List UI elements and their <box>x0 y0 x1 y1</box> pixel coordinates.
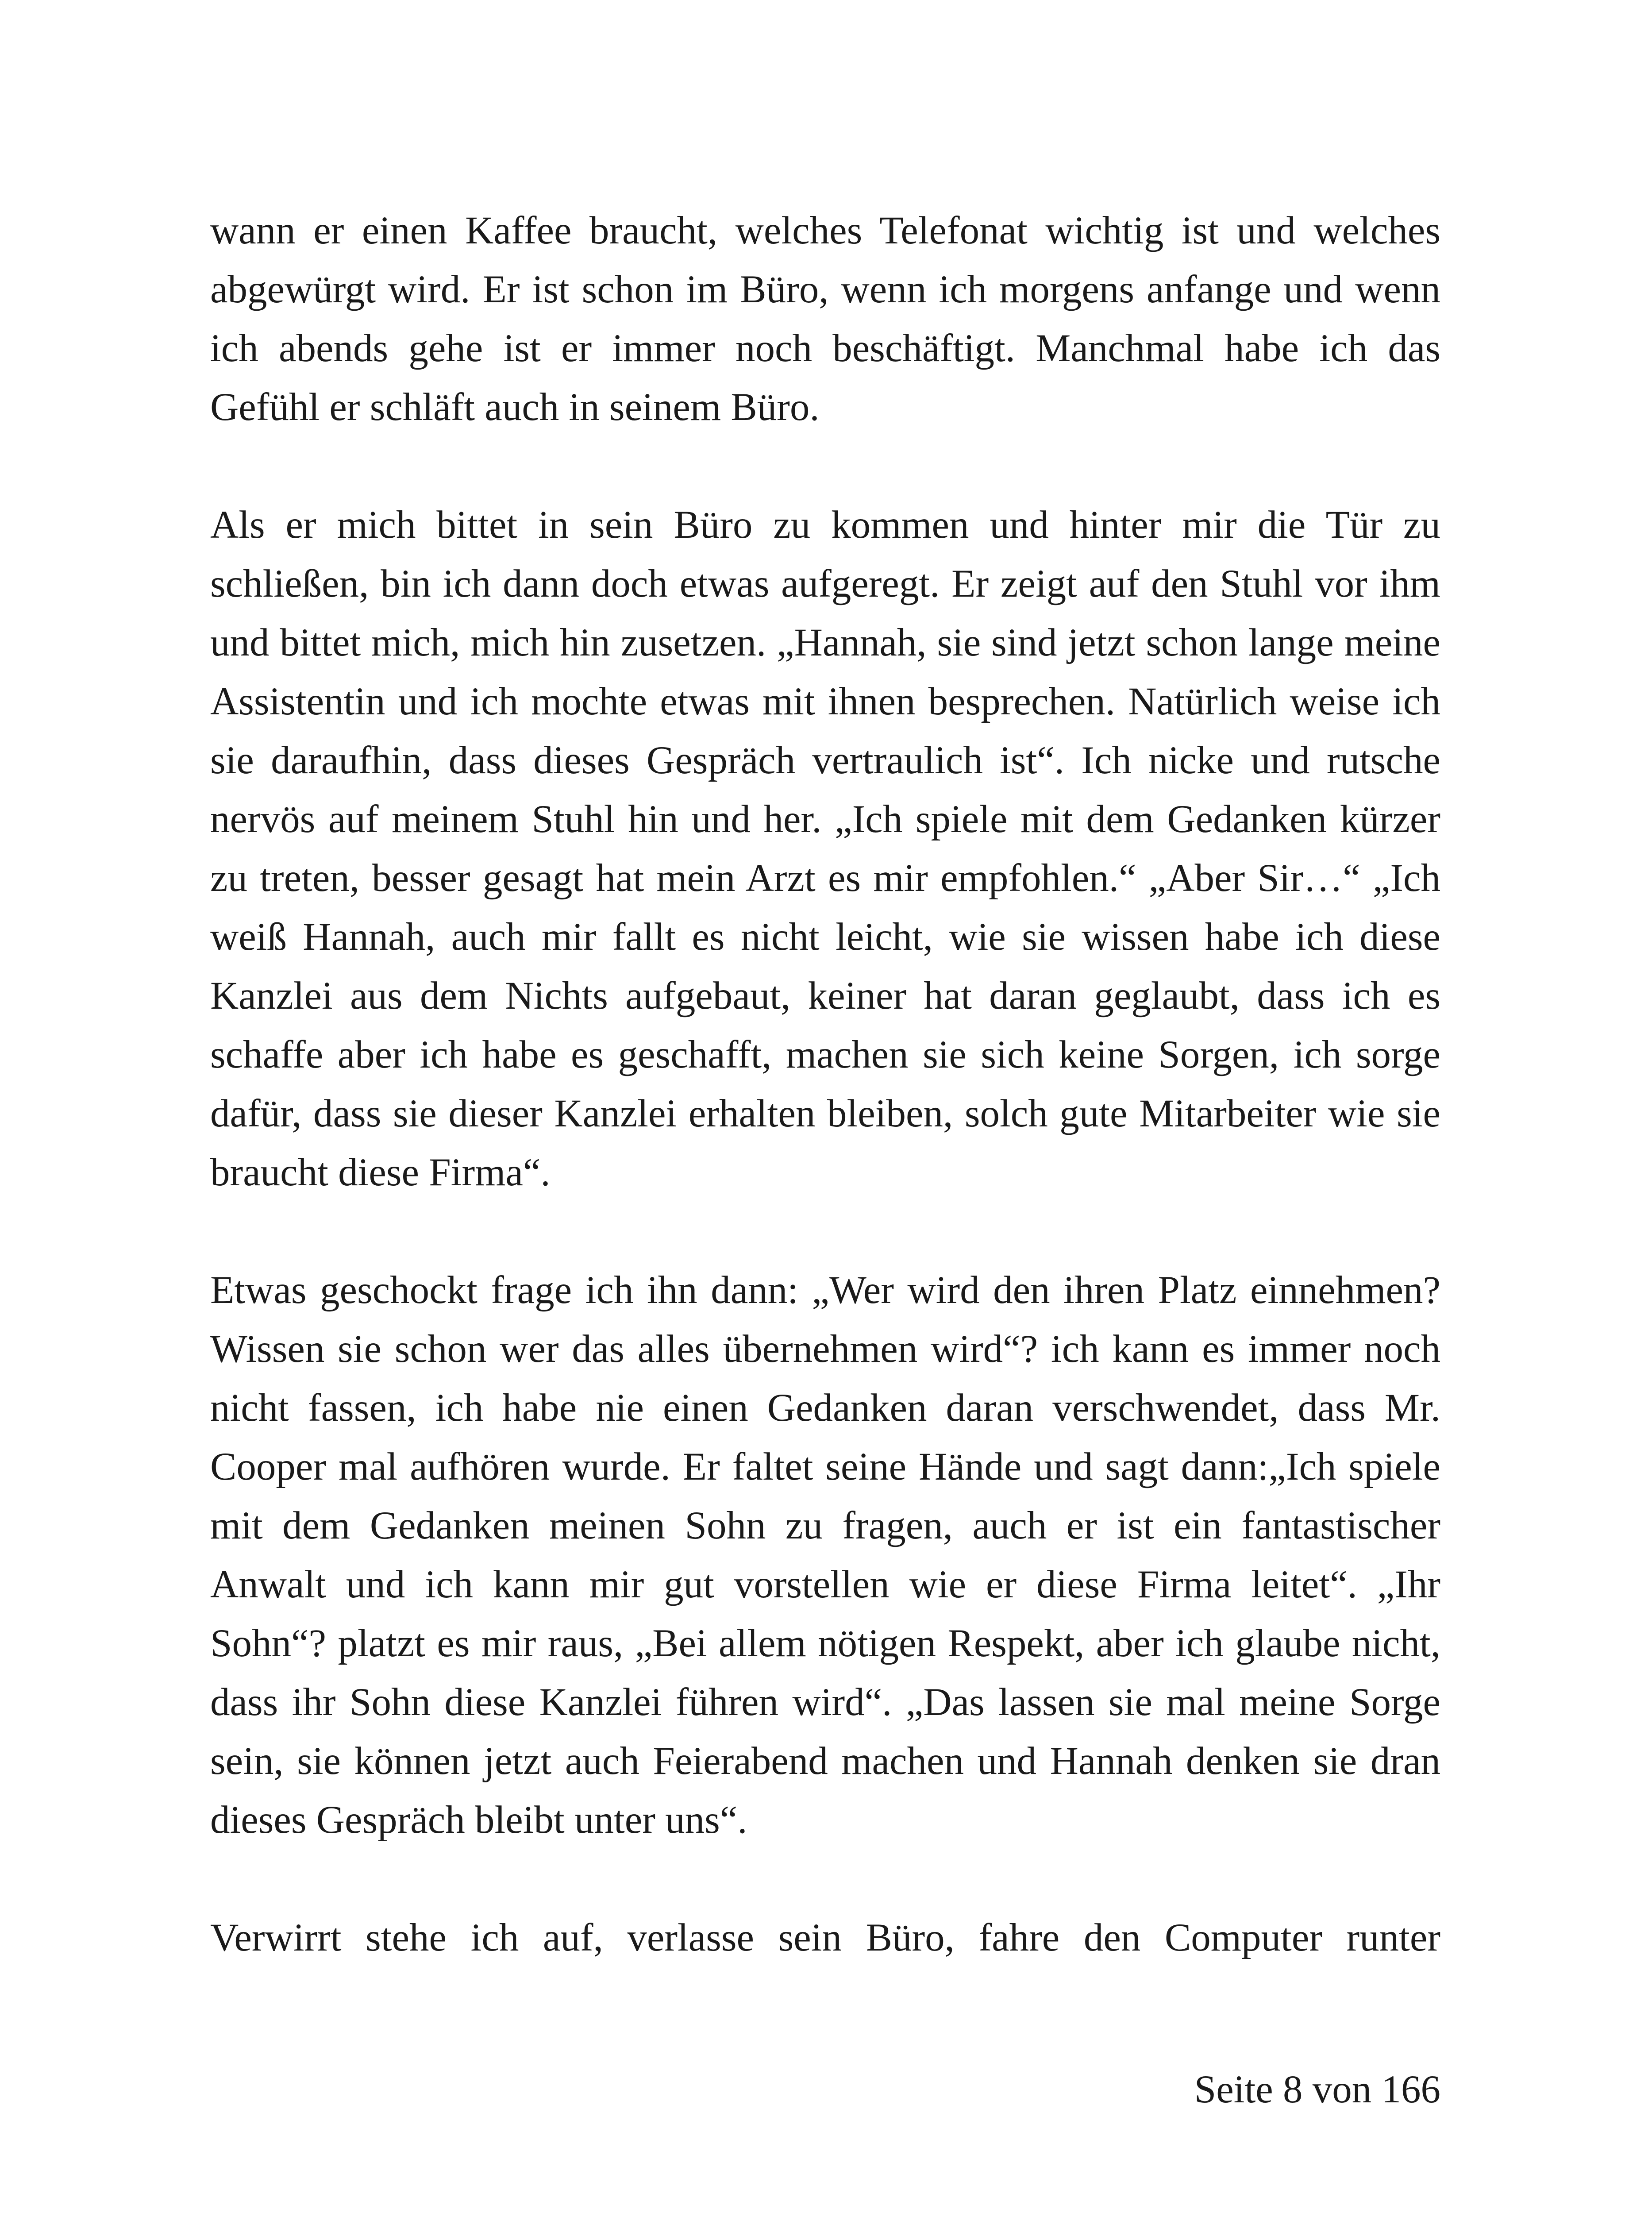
body-text <box>210 201 1440 1967</box>
paragraph-2: Als er mich bittet in sein Büro zu kommen und hinter mir die Tür zu schließen, bin ich dann doch etwas aufgeregt. Er zeigt auf den Stuhl vor ihm und bittet mich, mich hin zusetzen. „Hannah, sie sind jetzt schon lange meine Assistentin und ich mochte etwas mit ihnen besprechen. Natürlich weise ich sie daraufhin, dass dieses Gespräch vertraulich ist“. Ich nicke und rutsche nervös auf meinem Stuhl hin und her. „Ich spiele mit dem Gedanken kürzer zu treten, besser gesagt hat mein Arzt es mir empfohlen.“ „Aber Sir…“ „Ich weiß Hannah, auch mir fallt es nicht leicht, wie sie wissen habe ich diese Kanzlei aus dem Nichts aufgebaut, keiner hat daran geglaubt, dass ich es schaffe aber ich habe es geschafft, machen sie sich keine Sorgen, ich sorge dafür, dass sie dieser Kanzlei erhalten bleiben, solch gute Mitarbeiter wie sie braucht diese Firma“. <box>210 503 1440 1194</box>
paragraph-1: wann er einen Kaffee braucht, welches Telefonat wichtig ist und welches abgewürgt wird. Er ist schon im Büro, wenn ich morgens anfange und wenn ich abends gehe ist er immer noch beschäftigt. Manchmal habe ich das Gefühl er schläft auch in seinem Büro. <box>210 209 1440 429</box>
paragraph-4: Verwirrt stehe ich auf, verlasse sein Büro, fahre den Computer runter <box>210 1916 1440 1959</box>
paragraph-3: Etwas geschockt frage ich ihn dann: „Wer wird den ihren Platz einnehmen? Wissen sie schon wer das alles übernehmen wird“? ich kann es immer noch nicht fassen, ich habe nie einen Gedanken daran verschwendet, dass Mr. Cooper mal aufhören wurde. Er faltet seine Hände und sagt dann:„Ich spiele mit dem Gedanken meinen Sohn zu fragen, auch er ist ein fantastischer Anwalt und ich kann mir gut vorstellen wie er diese Firma leitet“. „Ihr Sohn“? platzt es mir raus, „Bei allem nötigen Respekt, aber ich glaube nicht, dass ihr Sohn diese Kanzlei führen wird“. „Das lassen sie mal meine Sorge sein, sie können jetzt auch Feierabend machen und Hannah denken sie dran dieses Gespräch bleibt unter uns“. <box>210 1268 1440 1842</box>
page-number: Seite 8 von 166 <box>1194 2068 1440 2111</box>
